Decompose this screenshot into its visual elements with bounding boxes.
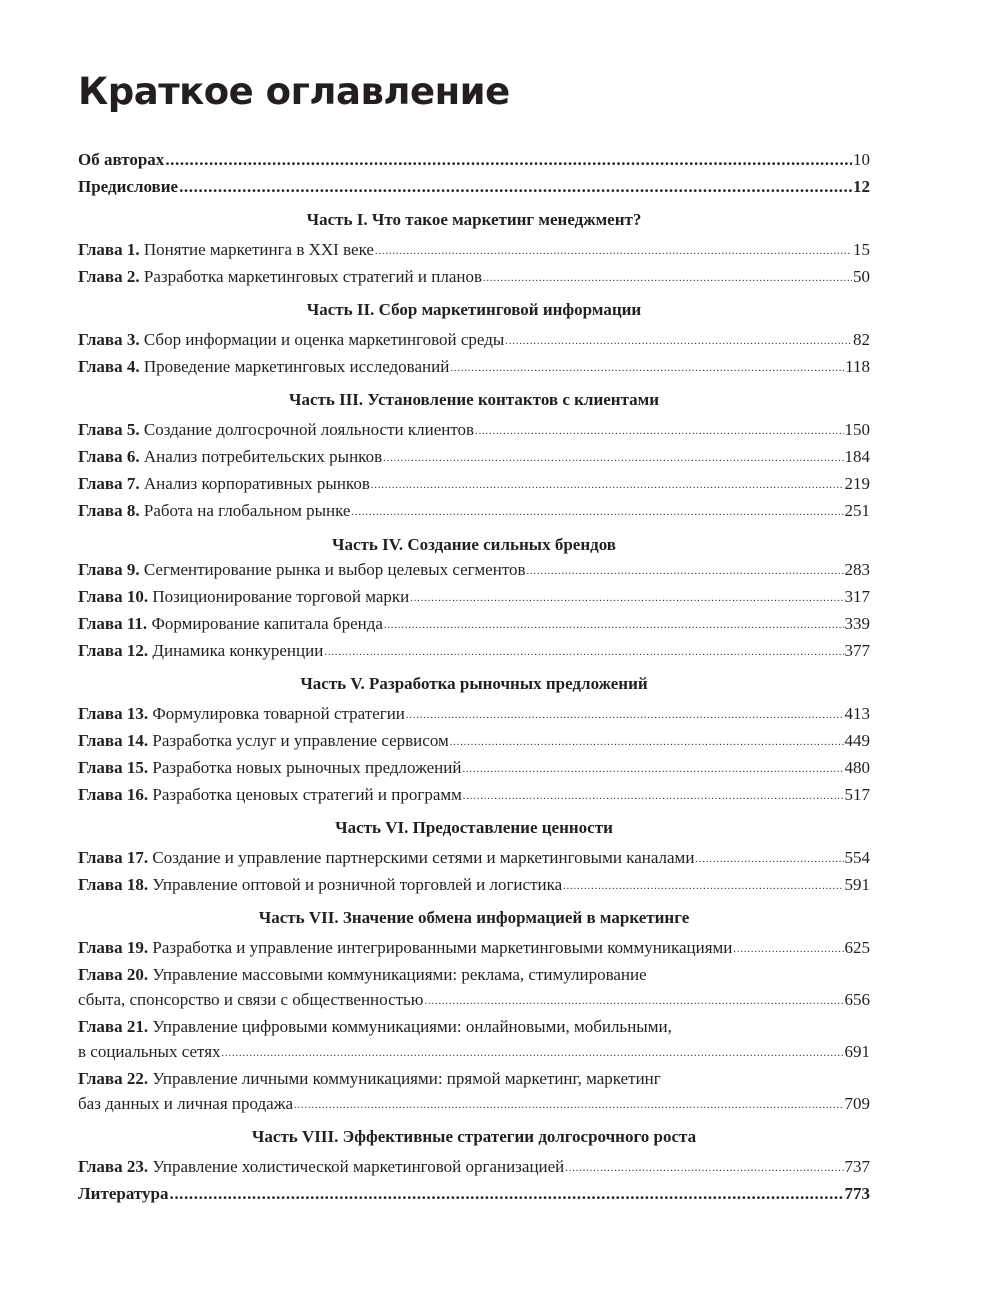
chapter-title: Позиционирование торговой марки <box>152 587 410 606</box>
toc-entry-chapter-8[interactable] <box>78 497 870 524</box>
toc-entry-chapter-4[interactable] <box>78 353 870 380</box>
page-number: 317 <box>844 587 870 606</box>
chapter-prefix: Глава 17. <box>78 848 149 867</box>
toc-entry-preface[interactable] <box>78 173 870 200</box>
dot-leader <box>375 238 852 265</box>
chapter-title: Разработка услуг и управление сервисом <box>152 731 449 750</box>
chapter-prefix: Глава 13. <box>78 704 149 723</box>
chapter-title: Разработка и управление интегрированными маркетинговыми коммуникациями <box>152 938 733 957</box>
chapter-prefix: Глава 7. <box>78 474 140 493</box>
chapter-prefix: Глава 11. <box>78 614 148 633</box>
page-number: 773 <box>844 1184 870 1203</box>
dot-leader <box>165 146 852 173</box>
page-number: 377 <box>844 641 870 660</box>
dot-leader <box>384 612 844 639</box>
toc-entry-chapter-3[interactable] <box>78 326 870 353</box>
part-heading: Часть I. Что такое маркетинг менеджмент? <box>306 210 642 229</box>
dot-leader <box>462 756 843 783</box>
chapter-prefix: Глава 20. <box>78 965 149 984</box>
page-number: 251 <box>844 501 870 520</box>
dot-leader <box>425 989 844 1014</box>
chapter-prefix: Глава 9. <box>78 560 140 579</box>
entry-label: Литература <box>78 1184 169 1203</box>
page-number: 517 <box>844 785 870 804</box>
page-number: 82 <box>853 330 870 349</box>
dot-leader <box>169 1180 843 1207</box>
dot-leader <box>463 783 844 810</box>
chapter-title: Работа на глобальном рынке <box>143 501 351 520</box>
toc-entry-chapter-6[interactable] <box>78 443 870 470</box>
page-number: 625 <box>844 938 870 957</box>
page-number: 118 <box>845 357 870 376</box>
part-heading: Часть VII. Значение обмена информацией в маркетинге <box>258 908 690 927</box>
dot-leader <box>406 702 844 729</box>
chapter-prefix: Глава 3. <box>78 330 140 349</box>
toc-entry-chapter-1[interactable] <box>78 236 870 263</box>
toc-entry-chapter-18[interactable] <box>78 871 870 898</box>
chapter-title: Управление личными коммуникациями: прямой маркетинг, маркетинг <box>152 1069 661 1088</box>
dot-leader <box>383 445 843 472</box>
part-heading: Часть IV. Создание сильных брендов <box>332 535 616 554</box>
chapter-prefix: Глава 10. <box>78 587 149 606</box>
chapter-prefix: Глава 23. <box>78 1157 149 1176</box>
chapter-title: Формирование капитала бренда <box>151 614 383 633</box>
entry-label: Предисловие <box>78 177 179 196</box>
dot-leader <box>695 846 843 873</box>
part-heading: Часть V. Разработка рыночных предложений <box>300 674 648 693</box>
chapter-title: Разработка маркетинговых стратегий и планов <box>143 267 483 286</box>
page-number: 709 <box>844 1094 870 1113</box>
page-number: 10 <box>853 150 870 169</box>
page-number: 591 <box>844 875 870 894</box>
dot-leader <box>179 173 852 200</box>
chapter-prefix: Глава 4. <box>78 357 140 376</box>
dot-leader <box>222 1041 844 1066</box>
chapter-title: Разработка ценовых стратегий и программ <box>152 785 462 804</box>
chapter-title: Управление оптовой и розничной торговлей и логистика <box>152 875 563 894</box>
chapter-title-continued: в социальных сетях <box>78 1042 221 1061</box>
part-heading: Часть III. Установление контактов с клиентами <box>288 390 660 409</box>
toc-entry-chapter-7[interactable] <box>78 470 870 497</box>
page-number: 737 <box>844 1157 870 1176</box>
page-number: 480 <box>844 758 870 777</box>
page-title: Краткое оглавление <box>78 70 510 113</box>
entry-label: Об авторах <box>78 150 165 169</box>
chapter-title-continued: сбыта, спонсорство и связи с общественностью <box>78 990 424 1009</box>
page-number: 554 <box>844 848 870 867</box>
dot-leader <box>450 355 844 382</box>
chapter-title: Разработка новых рыночных предложений <box>152 758 462 777</box>
dot-leader <box>475 418 843 445</box>
toc-entry-chapter-13[interactable] <box>78 700 870 727</box>
dot-leader <box>565 1155 843 1182</box>
chapter-title: Сбор информации и оценка маркетинговой среды <box>143 330 505 349</box>
dot-leader <box>527 558 844 585</box>
chapter-title: Создание долгосрочной лояльности клиентов <box>143 420 475 439</box>
chapter-title: Создание и управление партнерскими сетями и маркетинговыми каналами <box>152 848 695 867</box>
toc-entry-chapter-9[interactable] <box>78 556 870 583</box>
page-number: 12 <box>853 177 870 196</box>
toc-entry-chapter-11[interactable] <box>78 610 870 637</box>
toc-entry-chapter-19[interactable] <box>78 934 870 961</box>
chapter-prefix: Глава 21. <box>78 1017 149 1036</box>
chapter-title: Понятие маркетинга в XXI веке <box>143 240 374 259</box>
chapter-prefix: Глава 5. <box>78 420 140 439</box>
chapter-prefix: Глава 16. <box>78 785 149 804</box>
toc-entry-chapter-14[interactable] <box>78 727 870 754</box>
chapter-title: Динамика конкуренции <box>152 641 324 660</box>
dot-leader <box>733 936 843 963</box>
page-number: 449 <box>844 731 870 750</box>
chapter-title-continued: баз данных и личная продажа <box>78 1094 294 1113</box>
page-number: 339 <box>844 614 870 633</box>
chapter-title: Сегментирование рынка и выбор целевых сегментов <box>143 560 526 579</box>
toc-entry-chapter-22[interactable] <box>78 1065 870 1117</box>
chapter-prefix: Глава 2. <box>78 267 140 286</box>
chapter-title: Управление массовыми коммуникациями: реклама, стимулирование <box>152 965 647 984</box>
dot-leader <box>563 873 843 900</box>
chapter-title: Проведение маркетинговых исследований <box>143 357 450 376</box>
chapter-title: Анализ потребительских рынков <box>143 447 383 466</box>
part-heading: Часть VI. Предоставление ценности <box>335 818 613 837</box>
toc-entry-about-authors[interactable] <box>78 146 870 173</box>
toc-entry-chapter-17[interactable] <box>78 844 870 871</box>
chapter-title: Управление холистической маркетинговой организацией <box>152 1157 565 1176</box>
toc-entry-chapter-15[interactable] <box>78 754 870 781</box>
chapter-prefix: Глава 1. <box>78 240 140 259</box>
toc-entry-references[interactable] <box>78 1180 870 1207</box>
dot-leader <box>294 1093 843 1118</box>
chapter-prefix: Глава 6. <box>78 447 140 466</box>
chapter-prefix: Глава 14. <box>78 731 149 750</box>
dot-leader <box>410 585 843 612</box>
toc-entry-chapter-12[interactable] <box>78 637 870 664</box>
chapter-title: Управление цифровыми коммуникациями: онлайновыми, мобильными, <box>152 1017 672 1036</box>
toc-entry-chapter-21[interactable] <box>78 1013 870 1065</box>
chapter-prefix: Глава 22. <box>78 1069 149 1088</box>
page-number: 50 <box>853 267 870 286</box>
dot-leader <box>351 499 843 526</box>
toc-entry-chapter-23[interactable] <box>78 1153 870 1180</box>
toc-entry-chapter-16[interactable] <box>78 781 870 808</box>
dot-leader <box>371 472 844 499</box>
dot-leader <box>324 639 843 666</box>
toc-entry-chapter-5[interactable] <box>78 416 870 443</box>
dot-leader <box>483 265 852 292</box>
page-number: 656 <box>844 990 870 1009</box>
chapter-title: Формулировка товарной стратегии <box>152 704 405 723</box>
page-number: 15 <box>853 240 870 259</box>
chapter-prefix: Глава 8. <box>78 501 140 520</box>
chapter-prefix: Глава 18. <box>78 875 149 894</box>
chapter-prefix: Глава 12. <box>78 641 149 660</box>
chapter-title: Анализ корпоративных рынков <box>143 474 370 493</box>
part-heading: Часть VIII. Эффективные стратегии долгосрочного роста <box>251 1127 697 1146</box>
chapter-prefix: Глава 19. <box>78 938 149 957</box>
page-number: 283 <box>844 560 870 579</box>
toc-entry-chapter-10[interactable] <box>78 583 870 610</box>
page-number: 184 <box>844 447 870 466</box>
part-heading: Часть II. Сбор маркетинговой информации <box>306 300 642 319</box>
page-number: 150 <box>844 420 870 439</box>
page-number: 691 <box>844 1042 870 1061</box>
page-number: 219 <box>844 474 870 493</box>
dot-leader <box>450 729 844 756</box>
chapter-prefix: Глава 15. <box>78 758 149 777</box>
toc-entry-chapter-20[interactable] <box>78 961 870 1013</box>
table-of-contents <box>78 146 870 1207</box>
dot-leader <box>505 328 852 355</box>
toc-entry-chapter-2[interactable] <box>78 263 870 290</box>
page-number: 413 <box>844 704 870 723</box>
